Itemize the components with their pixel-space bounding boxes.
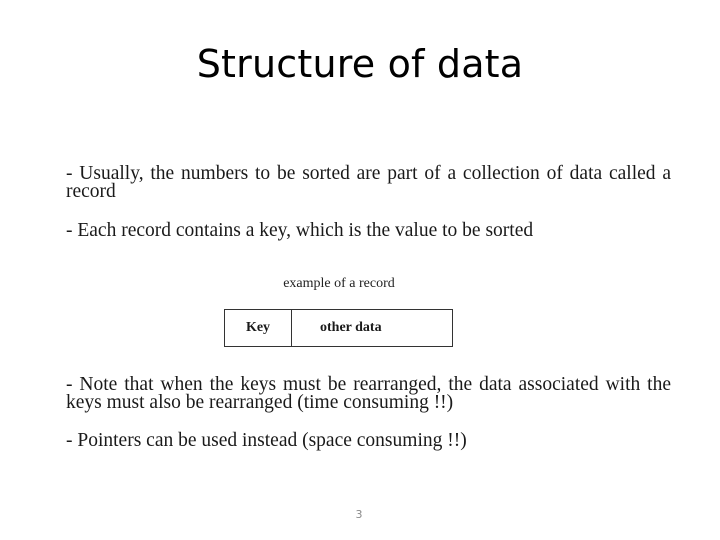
bullet-pointers-note: - Pointers can be used instead (space consuming !!) bbox=[66, 430, 467, 451]
record-example-diagram bbox=[224, 309, 453, 347]
record-other-data-cell: other data bbox=[320, 320, 382, 335]
bullet-record-definition: - Usually, the numbers to be sorted are part of a collection of data called a record bbox=[66, 163, 671, 202]
bullet-key-definition: - Each record contains a key, which is the value to be sorted bbox=[66, 220, 534, 241]
record-key-cell: Key bbox=[225, 310, 292, 346]
page-number: 3 bbox=[355, 508, 363, 521]
record-example-caption: example of a record bbox=[283, 276, 395, 291]
bullet-rearrange-note: - Note that when the keys must be rearranged, the data associated with the keys must also be rearranged (time consuming !!) bbox=[66, 374, 671, 413]
slide-title: Structure of data bbox=[196, 42, 524, 86]
